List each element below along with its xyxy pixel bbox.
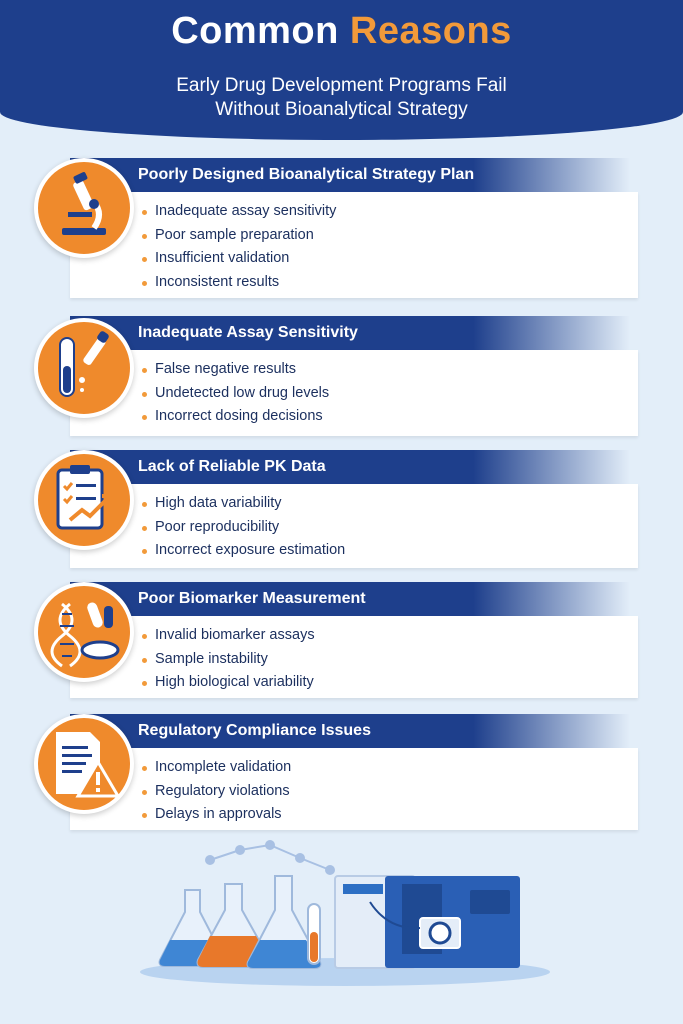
header-banner	[0, 0, 683, 140]
microscope-icon	[34, 158, 134, 258]
reason-list	[70, 748, 638, 827]
list-item: Incomplete validation	[140, 756, 638, 780]
page-title	[0, 10, 683, 53]
reason-title: Inadequate Assay Sensitivity	[70, 316, 630, 350]
list-item: Undetected low drug levels	[140, 382, 638, 406]
list-item: High biological variability	[140, 671, 638, 695]
list-item: Delays in approvals	[140, 803, 638, 827]
list-item: Inconsistent results	[140, 271, 638, 295]
title-word-reasons: Reasons	[349, 10, 512, 52]
reason-list	[70, 350, 638, 429]
reason-list	[70, 192, 638, 294]
list-item: Incorrect dosing decisions	[140, 405, 638, 429]
document-warning-icon	[34, 714, 134, 814]
list-item: Incorrect exposure estimation	[140, 539, 638, 563]
page-subtitle	[0, 74, 683, 122]
list-item: Poor sample preparation	[140, 224, 638, 248]
clipboard-chart-icon	[34, 450, 134, 550]
list-item: Inadequate assay sensitivity	[140, 200, 638, 224]
lab-equipment-illustration	[130, 840, 560, 995]
reason-list-panel	[70, 350, 638, 436]
list-item: Regulatory violations	[140, 780, 638, 804]
list-item: Invalid biomarker assays	[140, 624, 638, 648]
subtitle-line-2: Without Bioanalytical Strategy	[215, 99, 468, 120]
list-item: High data variability	[140, 492, 638, 516]
reason-list	[70, 616, 638, 695]
list-item: False negative results	[140, 358, 638, 382]
list-item: Sample instability	[140, 648, 638, 672]
reason-title: Poor Biomarker Measurement	[70, 582, 630, 616]
reason-title: Lack of Reliable PK Data	[70, 450, 630, 484]
reason-list-panel	[70, 748, 638, 830]
title-word-common: Common	[171, 10, 339, 52]
dna-petri-dish-icon	[34, 582, 134, 682]
reason-title: Poorly Designed Bioanalytical Strategy Plan	[70, 158, 630, 192]
subtitle-line-1: Early Drug Development Programs Fail	[176, 75, 507, 96]
reason-list-panel	[70, 192, 638, 298]
list-item: Insufficient validation	[140, 247, 638, 271]
reason-title: Regulatory Compliance Issues	[70, 714, 630, 748]
test-tube-dropper-icon	[34, 318, 134, 418]
list-item: Poor reproducibility	[140, 516, 638, 540]
reason-list	[70, 484, 638, 563]
reason-list-panel	[70, 616, 638, 698]
reason-list-panel	[70, 484, 638, 568]
